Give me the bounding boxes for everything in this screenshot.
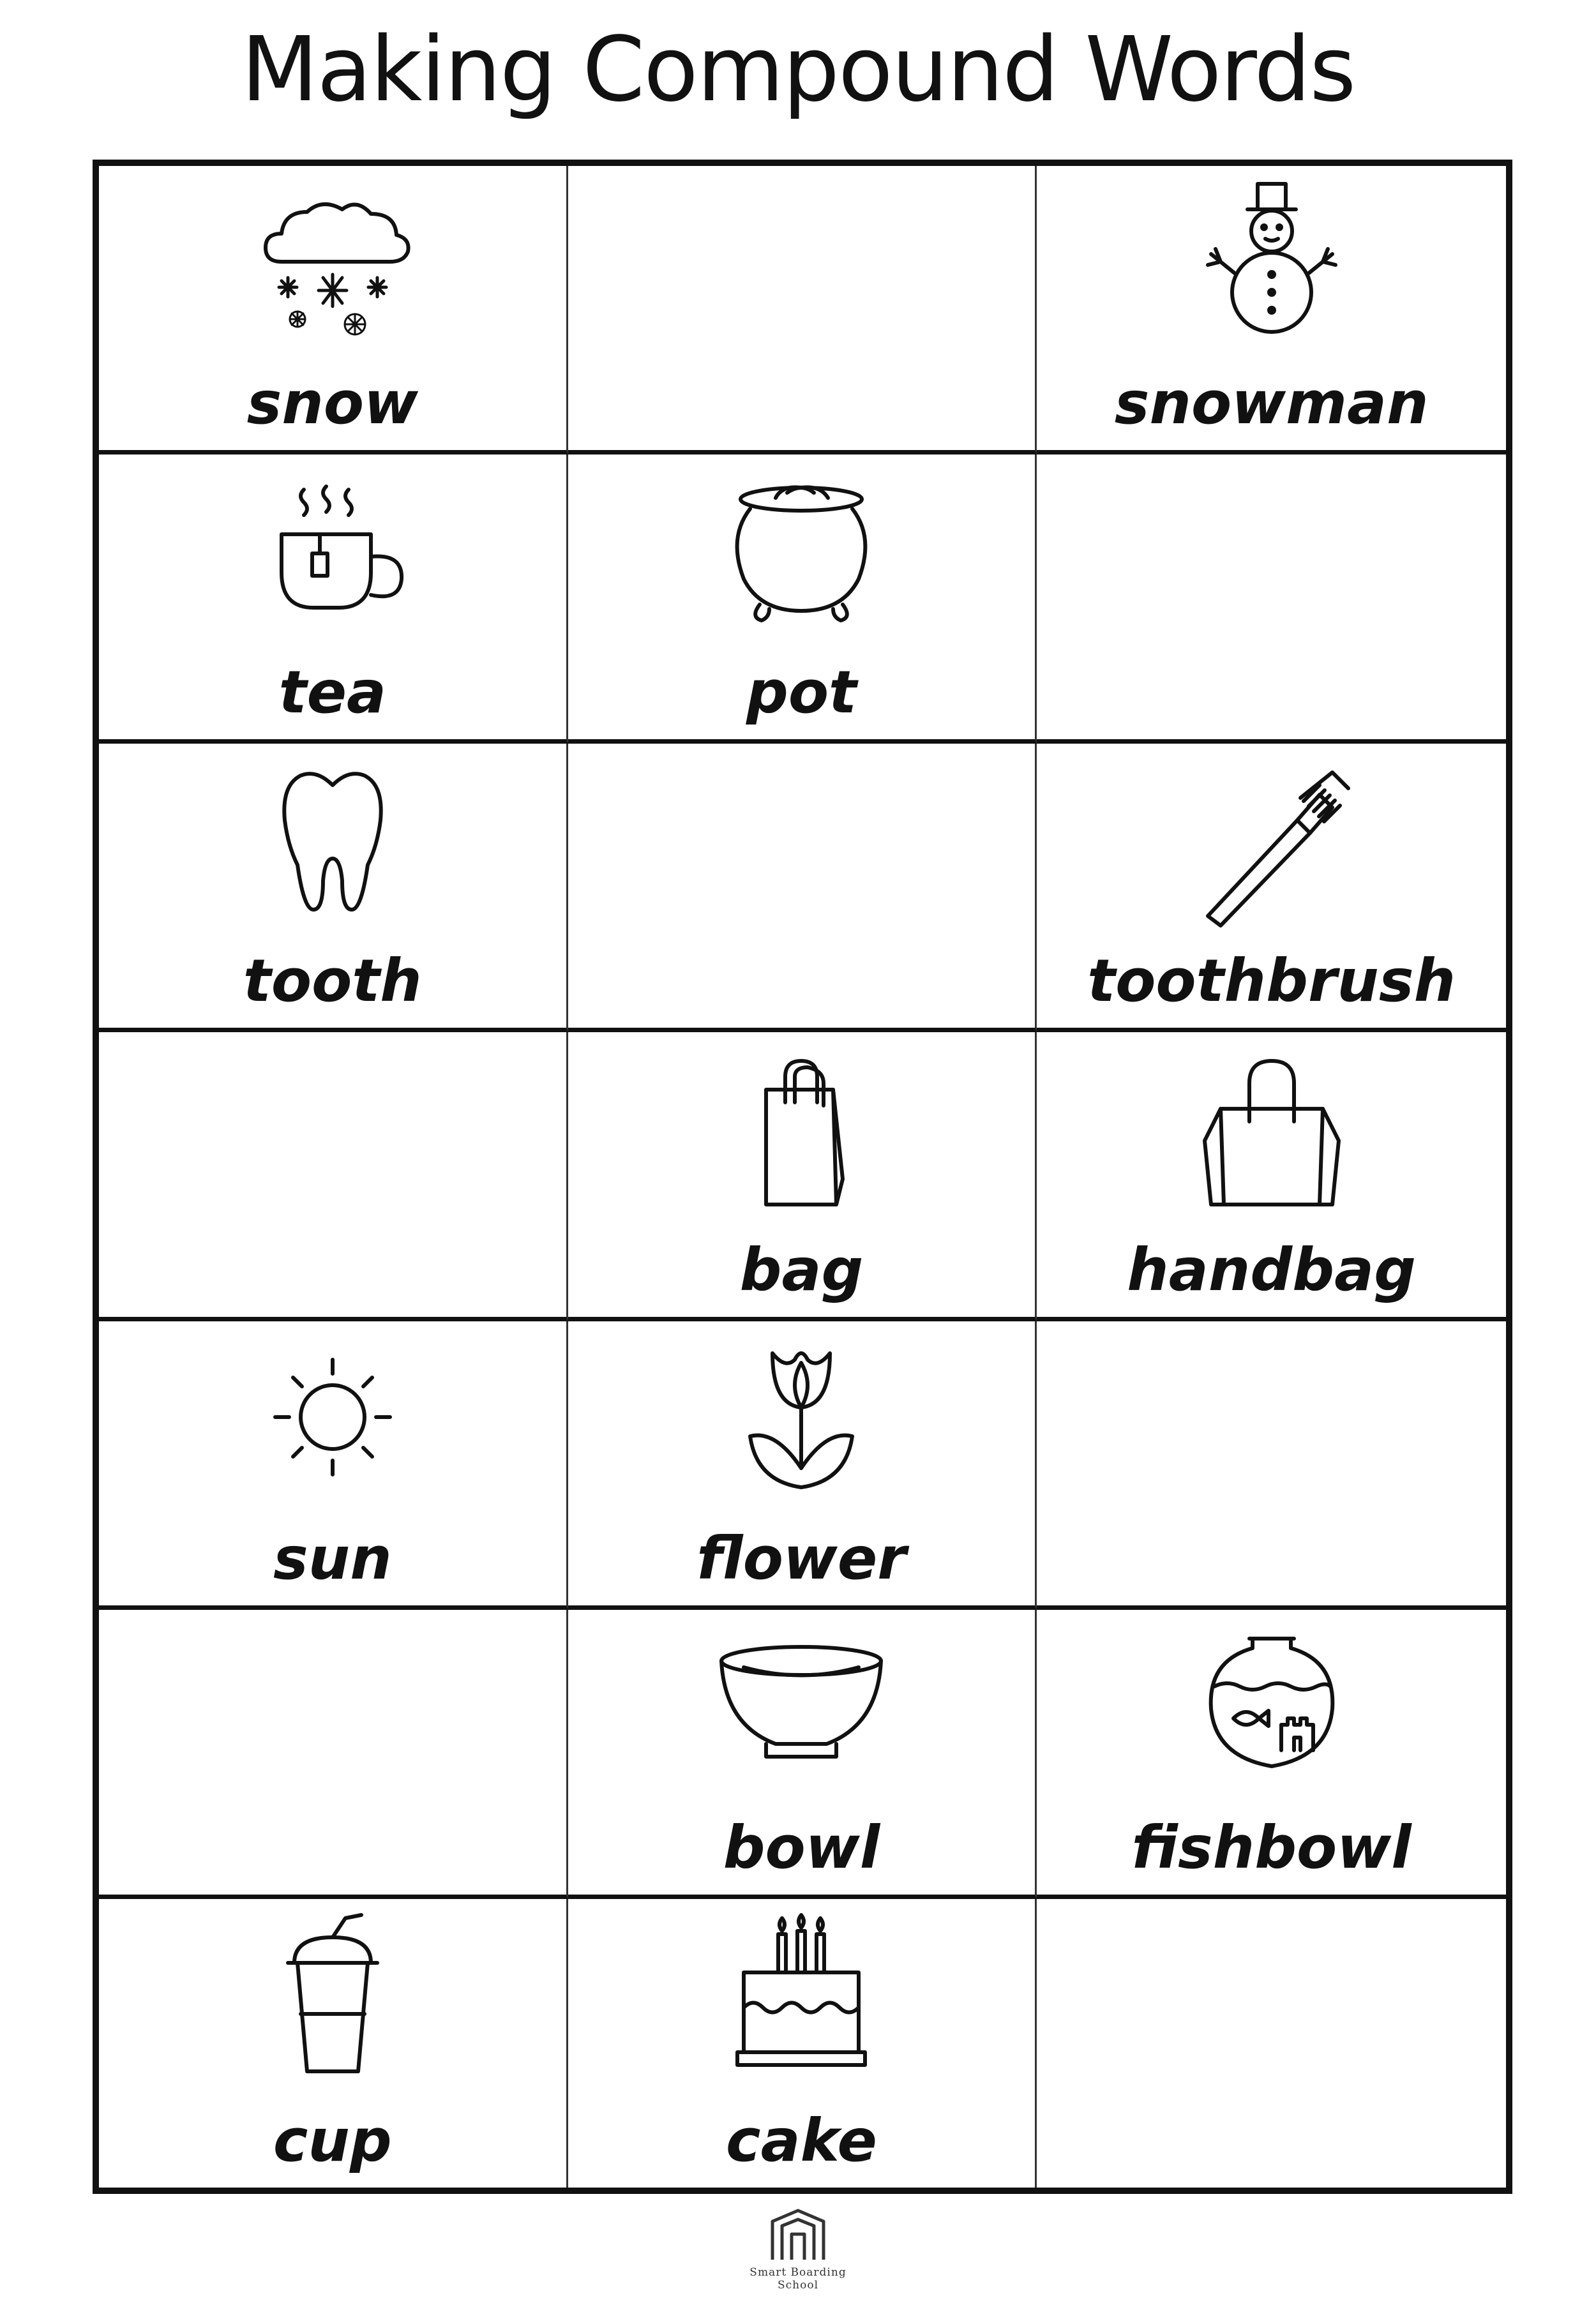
table-cell-cake [568, 1899, 1037, 2188]
table-cell-pot [568, 454, 1037, 743]
snow-cloud-icon [237, 179, 428, 357]
table-cell-fishbowl [1037, 1610, 1506, 1898]
cauldron-pot-icon [705, 467, 897, 646]
compound-words-table [93, 160, 1512, 2194]
snowman-icon [1176, 179, 1367, 357]
table-cell-empty[interactable] [1037, 1321, 1506, 1610]
table-cell-bowl [568, 1610, 1037, 1898]
word-label: toothbrush [1087, 947, 1456, 1016]
table-cell-cup [99, 1899, 568, 2188]
shopping-bag-icon [705, 1045, 897, 1224]
tooth-icon [237, 756, 428, 935]
table-cell-tooth [99, 744, 568, 1032]
table-cell-empty[interactable] [568, 744, 1037, 1032]
word-label: handbag [1127, 1235, 1417, 1304]
table-cell-bag [568, 1032, 1037, 1321]
word-label: bowl [723, 1813, 880, 1882]
birthday-cake-icon [705, 1912, 897, 2091]
sun-icon [237, 1334, 428, 1513]
word-label: bag [739, 1235, 864, 1304]
word-label: tea [278, 657, 387, 726]
table-cell-empty[interactable] [1037, 1899, 1506, 2188]
table-cell-tea [99, 454, 568, 743]
word-label: snowman [1114, 369, 1429, 438]
table-cell-empty[interactable] [99, 1610, 568, 1898]
word-label: cup [273, 2106, 392, 2175]
word-label: flower [696, 1524, 907, 1593]
table-cell-empty[interactable] [1037, 454, 1506, 743]
bowl-icon [705, 1623, 897, 1801]
word-label: tooth [243, 947, 422, 1016]
table-cell-handbag [1037, 1032, 1506, 1321]
cup-with-straw-icon [237, 1912, 428, 2091]
handbag-icon [1176, 1045, 1367, 1224]
tulip-flower-icon [705, 1334, 897, 1513]
table-cell-snow [99, 166, 568, 454]
table-cell-sun [99, 1321, 568, 1610]
toothbrush-icon [1176, 756, 1367, 935]
word-label: snow [246, 369, 419, 438]
word-label: pot [746, 657, 857, 726]
fishbowl-icon [1176, 1623, 1367, 1801]
logo-text: Smart Boarding School [749, 2266, 847, 2292]
word-label: cake [726, 2106, 877, 2175]
smart-boarding-school-logo-icon [760, 2205, 836, 2266]
table-cell-empty[interactable] [99, 1032, 568, 1321]
tea-cup-icon [237, 467, 428, 646]
table-cell-toothbrush [1037, 744, 1506, 1032]
table-cell-snowman [1037, 166, 1506, 454]
word-label: sun [273, 1524, 392, 1593]
footer-logo [734, 2205, 862, 2301]
page-title: Making Compound Words [241, 18, 1355, 122]
table-cell-empty[interactable] [568, 166, 1037, 454]
table-cell-flower [568, 1321, 1037, 1610]
word-label: fishbowl [1131, 1813, 1412, 1882]
